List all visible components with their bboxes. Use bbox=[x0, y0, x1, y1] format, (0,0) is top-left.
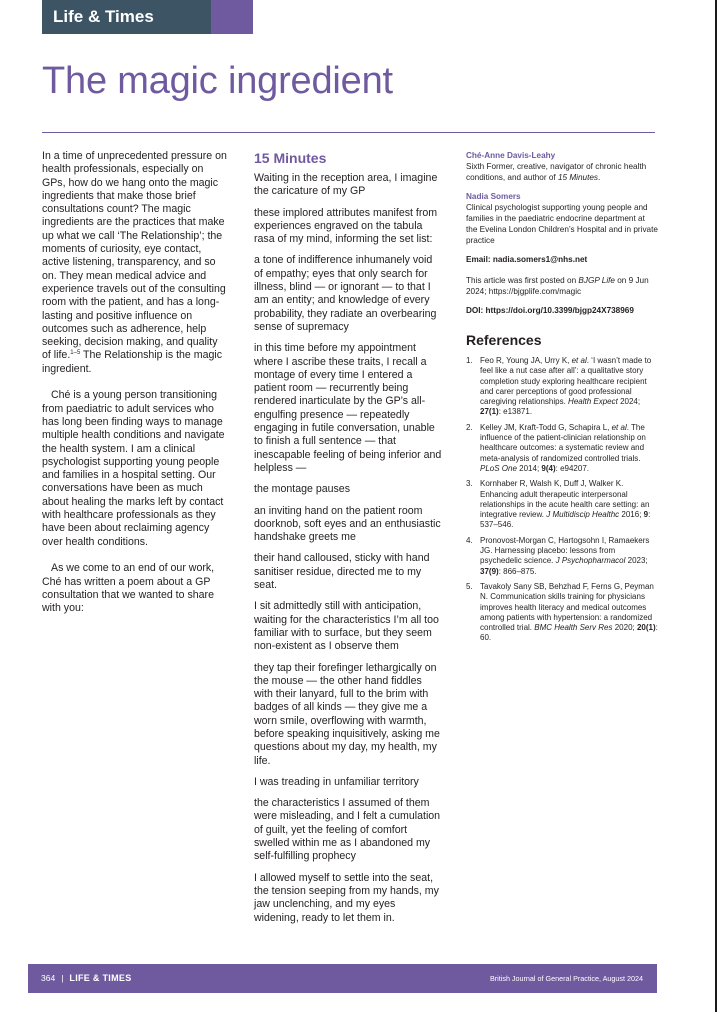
page-number: 364 bbox=[41, 973, 56, 983]
reference-item: 3. Kornhaber R, Walsh K, Duff J, Walker K. Enhancing adult therapeutic interpersonal relationships in the acute health care setting: an integrative review. J Multidiscip Healthc 2016; 9: 537–546. bbox=[466, 479, 651, 530]
poem-stanza: an inviting hand on the patient room doorknob, soft eyes and an enthusiastic handshake greets me bbox=[254, 504, 441, 544]
poem-stanza: I sit admittedly still with anticipation, waiting for the characteristics I’m all too familiar with to surface, but they seem non-existent as I observe them bbox=[254, 600, 439, 653]
poem-stanza: the montage pauses bbox=[254, 483, 351, 496]
posting-note: This article was first posted on BJGP Life on 9 Jun 2024; https://bjgplife.com/magic bbox=[466, 276, 649, 296]
footer-separator: | bbox=[61, 973, 64, 983]
poem-column bbox=[254, 150, 443, 933]
poem-stanza: Waiting in the reception area, I imagine the caricature of my GP bbox=[254, 172, 438, 198]
author-name: Nadia Somers bbox=[466, 192, 521, 201]
author-name: Ché-Anne Davis-Leahy bbox=[466, 151, 556, 160]
poem-stanza: I allowed myself to settle into the seat, the tension seeping from my hands, my jaw unclenching, and my eyes widening, ready to let them in. bbox=[254, 871, 439, 924]
reference-item: 5. Tavakoly Sany SB, Behzhad F, Ferns G, Peyman N. Communication skills training for physicians improves health literacy and medical outcomes among patients with hypertension: a randomized controlled trial. BMC Health Serv Res 2020; 20(1): 60. bbox=[466, 581, 658, 643]
citation-superscript: 1–5 bbox=[70, 350, 81, 357]
doi-link[interactable]: DOI: https://doi.org/10.3399/bjgp24X738969 bbox=[466, 306, 634, 315]
intro-column bbox=[42, 150, 229, 629]
poem-stanza: the characteristics I assumed of them were misleading, and I felt a cumulation of guilt, yet the feeling of comfort swelled within me as I abandoned my self-fulfilling prophecy bbox=[254, 797, 441, 863]
author-bio: Clinical psychologist supporting young people and families in the paediatric endocrine department at the Evelina London Children’s Hospital and in private practice bbox=[466, 203, 658, 245]
footer-section-label: LIFE & TIMES bbox=[69, 973, 132, 983]
intro-paragraph: In a time of unprecedented pressure on health professionals, especially on GPs, how do we hang onto the magic ingredients that make those brief consultations count? The magic ingredients are the practices that make up what we call ‘The Relationship’; the moments of curiosity, eye contact, active listening, transparency, and so on. They mean medical advice and experience travels out of the consulting room with the patient, and has a long-lasting and positive influence on outcomes such as adherence, help seeking, decision making, and quality of life.$^{1-5}$ The Relationship is the magic ingredient. bbox=[42, 150, 227, 375]
references-list bbox=[466, 356, 658, 644]
intro-paragraph: Ché is a young person transitioning from paediatric to adult services who has long been finding ways to manage multiple health conditions and navigate the health system. I am a clinical psychologist supporting young people and families in a hospital setting. Our conversations have been as much about healing the marks left by contact with healthcare professionals as they have been about reclaiming agency over health conditions. bbox=[42, 389, 225, 548]
footer-journal-info: British Journal of General Practice, August 2024 bbox=[489, 974, 643, 983]
reference-item: 1. Feo R, Young JA, Urry K, et al. ‘I wasn’t made to feel like a nut case after all’: a qualitative story completion study exploring healthcare recipient and carer perceptions of good professional caregiving relationships. Health Expect 2024; 27(1): e13871. bbox=[466, 356, 652, 417]
author-block bbox=[466, 191, 658, 246]
sidebar-column bbox=[466, 150, 658, 649]
author-bio: Sixth Former, creative, navigator of chronic health conditions, and author of 15 Minutes. bbox=[466, 162, 647, 182]
article-title: The magic ingredient bbox=[42, 60, 393, 102]
poem-stanza: I was treading in unfamiliar territory bbox=[254, 775, 419, 788]
intro-paragraph: As we come to an end of our work, Ché has written a poem about a GP consultation that we wanted to share with you: bbox=[42, 562, 215, 615]
references-heading: References bbox=[466, 332, 542, 348]
poem-stanza: a tone of indifference inhumanely void of empathy; eyes that only search for illness, blind — or ignorant — to that I am an entity; and knowledge of every probability, they radiate an overbearing sense of supremacy bbox=[254, 254, 437, 333]
poem-stanza: their hand calloused, sticky with hand sanitiser residue, directed me to my seat. bbox=[254, 552, 430, 592]
section-tag-accent bbox=[211, 0, 253, 34]
reference-item: 2. Kelley JM, Kraft-Todd G, Schapira L, et al. The influence of the patient-clinician relationship on healthcare outcomes: a systematic review and meta-analysis of randomized controlled trials. PLoS One 2014; 9(4): e94207. bbox=[466, 422, 646, 473]
reference-item: 4. Pronovost-Morgan C, Hartogsohn I, Ramaekers JG. Harnessing placebo: lessons from psychedelic science. J Psychopharmacol 2023; 37(9): 866–875. bbox=[466, 535, 650, 576]
poem-stanza: in this time before my appointment where I ascribe these traits, I recall a montage of every time I entered a patient room — recurrently being rendered inarticulate by the GP’s all-engulfing presence — repeatedly engaging in futile conversation, unable to finish a full sentence — that inescapable feeling of being inferior and helpless — bbox=[254, 342, 442, 474]
section-tag-label: Life & Times bbox=[53, 7, 154, 26]
author-block bbox=[466, 150, 658, 183]
contact-email[interactable]: Email: nadia.somers1@nhs.net bbox=[466, 255, 588, 264]
page-footer bbox=[28, 964, 657, 993]
poem-stanza: they tap their forefinger lethargically on the mouse — the other hand fiddles with their lanyard, full to the brim with badges of all kinds — they give me a worn smile, overflowing with warmth, before speaking inquisitively, asking me questions about my day, my health, my life. bbox=[254, 661, 440, 767]
footer-left bbox=[41, 964, 132, 993]
title-divider bbox=[42, 132, 655, 133]
poem-stanza: these implored attributes manifest from experiences engraved on the tabula rasa of my mind, informing the set list: bbox=[254, 206, 438, 246]
poem-title: 15 Minutes bbox=[254, 150, 327, 166]
